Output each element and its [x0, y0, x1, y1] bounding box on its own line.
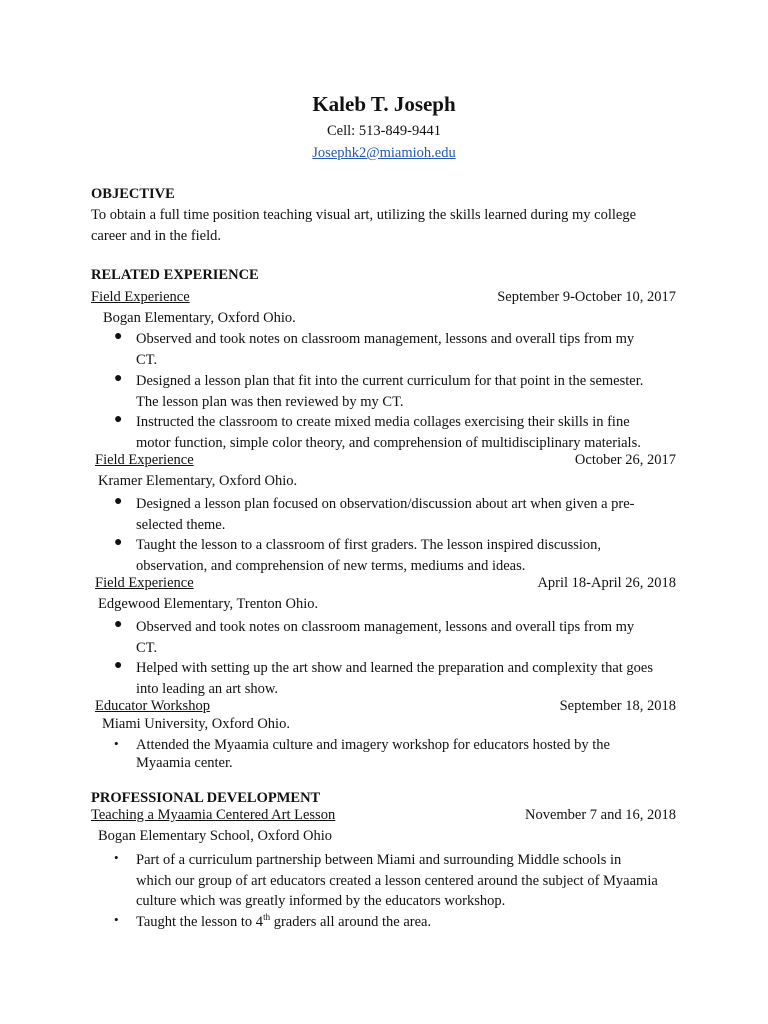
entry-date: November 7 and 16, 2018 — [524, 807, 676, 823]
bullet-line — [136, 912, 676, 933]
bullet-line: Instructed the classroom to create mixed media collages exercising their skills in fine — [136, 414, 630, 430]
bullet-line: Taught the lesson to a classroom of first graders. The lesson inspired discussion, — [136, 537, 602, 553]
bullet-line: selected theme. — [136, 516, 226, 533]
bullet-icon: • — [114, 850, 119, 865]
bullet-line: Myaamia center. — [136, 755, 233, 771]
bullet-line: Observed and took notes on classroom management, lessons and overall tips from my — [136, 331, 635, 347]
related-experience-heading: RELATED EXPERIENCE — [91, 267, 259, 283]
bullet-line: Part of a curriculum partnership between Miami and surrounding Middle schools in — [136, 852, 622, 868]
bullet-line: motor function, simple color theory, and comprehension of multidisciplinary materials. — [136, 434, 641, 451]
entry-date: October 26, 2017 — [574, 452, 676, 468]
bullet-icon: ● — [114, 412, 123, 427]
bullet-icon: ● — [114, 658, 123, 673]
entry-place: Miami University, Oxford Ohio. — [102, 716, 290, 732]
bullet-line: The lesson plan was then reviewed by my CT. — [136, 393, 404, 410]
objective-text — [91, 205, 671, 247]
email-line — [0, 145, 768, 162]
entry-date: September 18, 2018 — [559, 698, 676, 714]
objective-heading: OBJECTIVE — [91, 186, 175, 202]
entry-place: Kramer Elementary, Oxford Ohio. — [98, 473, 298, 489]
bullet-line: CT. — [136, 639, 158, 656]
bullet-icon: • — [114, 912, 119, 927]
professional-development-heading: PROFESSIONAL DEVELOPMENT — [91, 790, 321, 806]
bullet-line: which our group of art educators created a lesson centered around the subject of Myaamia — [136, 872, 658, 889]
objective-line-1: To obtain a full time position teaching visual art, utilizing the skills learned during my college — [91, 207, 637, 223]
entry-date: April 18-April 26, 2018 — [537, 575, 676, 591]
bullet-line: culture which was greatly informed by the educators workshop. — [136, 893, 506, 909]
bullet-icon: ● — [114, 329, 123, 344]
bullet-line: CT. — [136, 351, 158, 368]
bullet-line: Attended the Myaamia culture and imagery workshop for educators hosted by the — [136, 737, 610, 753]
applicant-name: Kaleb T. Joseph — [312, 92, 456, 116]
bullet-icon: ● — [114, 535, 123, 550]
ordinal-suffix: th — [263, 912, 271, 923]
bullet-line: observation, and comprehension of new terms, mediums and ideas. — [136, 557, 526, 574]
bullet-icon: ● — [114, 494, 123, 509]
entry-title: Teaching a Myaamia Centered Art Lesson — [91, 807, 336, 823]
bullet-line: Observed and took notes on classroom management, lessons and overall tips from my — [136, 619, 635, 635]
entry-title: Field Experience — [95, 575, 194, 591]
bullet-icon: ● — [114, 617, 123, 632]
entry-place: Edgewood Elementary, Trenton Ohio. — [98, 596, 319, 612]
entry-place: Bogan Elementary School, Oxford Ohio — [98, 828, 332, 844]
objective-line-2: career and in the field. — [91, 228, 222, 244]
entry-date: September 9-October 10, 2017 — [497, 289, 676, 305]
bullet-icon: ● — [114, 371, 123, 386]
email-link[interactable]: Josephk2@miamioh.edu — [312, 145, 456, 161]
bullet-line: into leading an art show. — [136, 680, 279, 697]
bullet-line: Designed a lesson plan that fit into the current curriculum for that point in the semester. — [136, 373, 644, 389]
entry-place: Bogan Elementary, Oxford Ohio. — [103, 310, 296, 326]
entry-title: Educator Workshop — [95, 698, 210, 714]
bullet-text: Taught the lesson to 4 — [136, 914, 264, 930]
bullet-icon: • — [114, 736, 119, 751]
bullet-line: Designed a lesson plan focused on observation/discussion about art when given a pre- — [136, 496, 635, 512]
entry-title: Field Experience — [91, 289, 190, 305]
bullet-line: Helped with setting up the art show and learned the preparation and complexity that goes — [136, 660, 654, 676]
bullet-text: graders all around the area. — [270, 914, 432, 930]
cell-phone: Cell: 513-849-9441 — [327, 123, 441, 139]
entry-title: Field Experience — [95, 452, 194, 468]
